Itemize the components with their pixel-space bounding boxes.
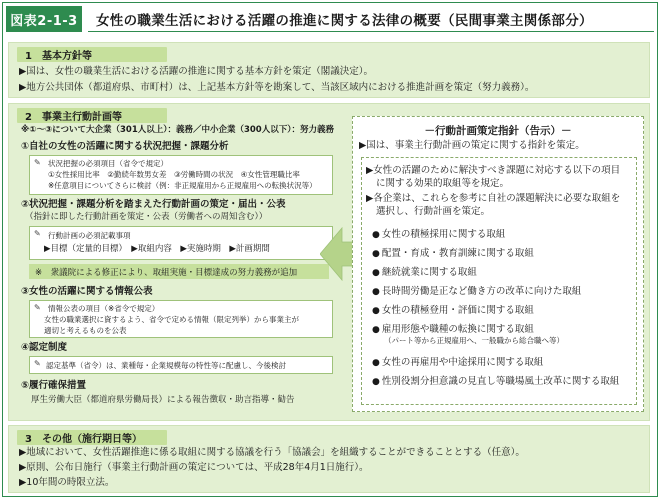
item3-box-title: 情報公表の項目（※省令で規定）	[48, 304, 160, 313]
pencil-icon: ✎	[34, 359, 41, 368]
section-basic-policy-line-1: ▶国は、女性の職業生活における活躍の推進に関する基本方針を策定（閣議決定）。	[19, 66, 374, 77]
item3-title: ③女性の活躍に関する情報公表	[21, 286, 153, 297]
section-other	[8, 425, 650, 493]
item3-box-line-2: 適切と考えるものを公表	[44, 326, 127, 335]
guideline-intro: ▶国は、事業主行動計画の策定に関する指針を策定。	[359, 140, 585, 151]
section-other-line-3: ▶10年間の時限立法。	[19, 477, 115, 488]
item2-box	[29, 226, 333, 260]
figure-number: 図表2-1-3	[6, 6, 82, 32]
guideline-item: ● 女性の積極登用・評価に関する取組	[372, 305, 534, 316]
item2-title: ②状況把握・課題分析を踏まえた行動計画の策定・届出・公表	[21, 199, 286, 210]
section-action-plan-heading: 2 事業主行動計画等	[17, 108, 167, 123]
guideline-box-line-2: に関する効果的取組等を規定。	[376, 178, 510, 189]
left-arrow-icon	[320, 224, 354, 284]
section-basic-policy-heading: 1 基本方針等	[17, 47, 167, 62]
guideline-item: ● 継続就業に関する取組	[372, 267, 477, 278]
guideline-box-line-4: 選択し、行動計画を策定。	[376, 206, 491, 217]
item2-box-title: 行動計画の必須記載事項	[48, 231, 131, 240]
item3-box	[29, 300, 333, 338]
guideline-title: －行動計画策定指針（告示）－	[424, 125, 572, 137]
item3-box-line-1: 女性の職業選択に資するよう、省令で定める情報（限定列挙）から事業主が	[44, 315, 299, 324]
item1-title: ①自社の女性の活躍に関する状況把握・課題分析	[21, 141, 229, 152]
guideline-panel	[352, 116, 644, 412]
item4-box-line: 認定基準（省令）は、業種毎・企業規模毎の特性等に配慮し、今後検討	[46, 361, 286, 370]
guideline-box-line-1: ▶女性の活躍のために解決すべき課題に対応する以下の項目	[366, 165, 621, 176]
item2-sub: （指針に即した行動計画を策定・公表（労働者への周知含む））	[25, 212, 268, 222]
item4-title: ④認定制度	[21, 342, 68, 353]
guideline-items-box	[361, 157, 637, 405]
amendment-note	[29, 264, 329, 279]
pencil-icon: ✎	[34, 229, 41, 238]
figure-title: 女性の職業生活における活躍の推進に関する法律の概要（民間事業主関係部分）	[88, 6, 654, 32]
item5-line: 厚生労働大臣（都道府県労働局長）による報告徴収・助言指導・勧告	[31, 395, 295, 405]
section-other-line-2: ▶原則、公布日施行（事業主行動計画の策定については、平成28年4月1日施行）。	[19, 462, 369, 473]
section-basic-policy-line-2: ▶地方公共団体（都道府県、市町村）は、上記基本方針等を勘案して、当該区域内における推進計画を策定（努力義務）。	[19, 82, 535, 93]
guideline-item: ● 女性の再雇用や中途採用に関する取組	[372, 357, 544, 368]
pencil-icon: ✎	[34, 303, 41, 312]
action-plan-obligation-note: ※①～③について大企業（301人以上）：義務／中小企業（300人以下）：努力義務	[21, 125, 334, 135]
section-other-heading: 3 その他（施行期日等）	[17, 430, 167, 445]
guideline-box-line-3: ▶各企業は、これらを参考に自社の課題解決に必要な取組を	[366, 193, 621, 204]
section-basic-policy	[8, 42, 650, 98]
item4-box	[29, 356, 333, 374]
guideline-item: ● 性別役割分担意識の見直し等職場風土改革に関する取組	[372, 376, 620, 387]
item2-box-line: ▶目標（定量的目標） ▶取組内容 ▶実施時期 ▶計画期間	[44, 244, 270, 254]
item1-box-title: 状況把握の必須項目（省令で規定）	[48, 159, 168, 168]
figure-header	[6, 6, 654, 32]
section-other-line-1: ▶地域において、女性活躍推進に係る取組に関する協議を行う「協議会」を組織することができることとする（任意）。	[19, 447, 525, 458]
amendment-note-text: ※ 衆議院による修正により、取組実施・目標達成の努力義務が追加	[35, 267, 298, 278]
item1-box	[29, 155, 333, 195]
guideline-item-sub: （パート等から正規雇用へ、一般職から総合職へ等）	[384, 336, 564, 345]
pencil-icon: ✎	[34, 158, 41, 167]
item5-title: ⑤履行確保措置	[21, 380, 87, 391]
guideline-item: ● 長時間労働是正など働き方の改革に向けた取組	[372, 286, 582, 297]
item1-box-line-2: ※任意項目についてさらに検討（例：非正規雇用から正規雇用への転換状況等）	[48, 181, 317, 190]
guideline-item: ● 雇用形態や職種の転換に関する取組	[372, 324, 534, 335]
guideline-item: ● 配置・育成・教育訓練に関する取組	[372, 248, 534, 259]
item1-box-line-1: ①女性採用比率 ②勤続年数男女差 ③労働時間の状況 ④女性管理職比率	[48, 170, 300, 179]
guideline-item: ● 女性の積極採用に関する取組	[372, 229, 506, 240]
